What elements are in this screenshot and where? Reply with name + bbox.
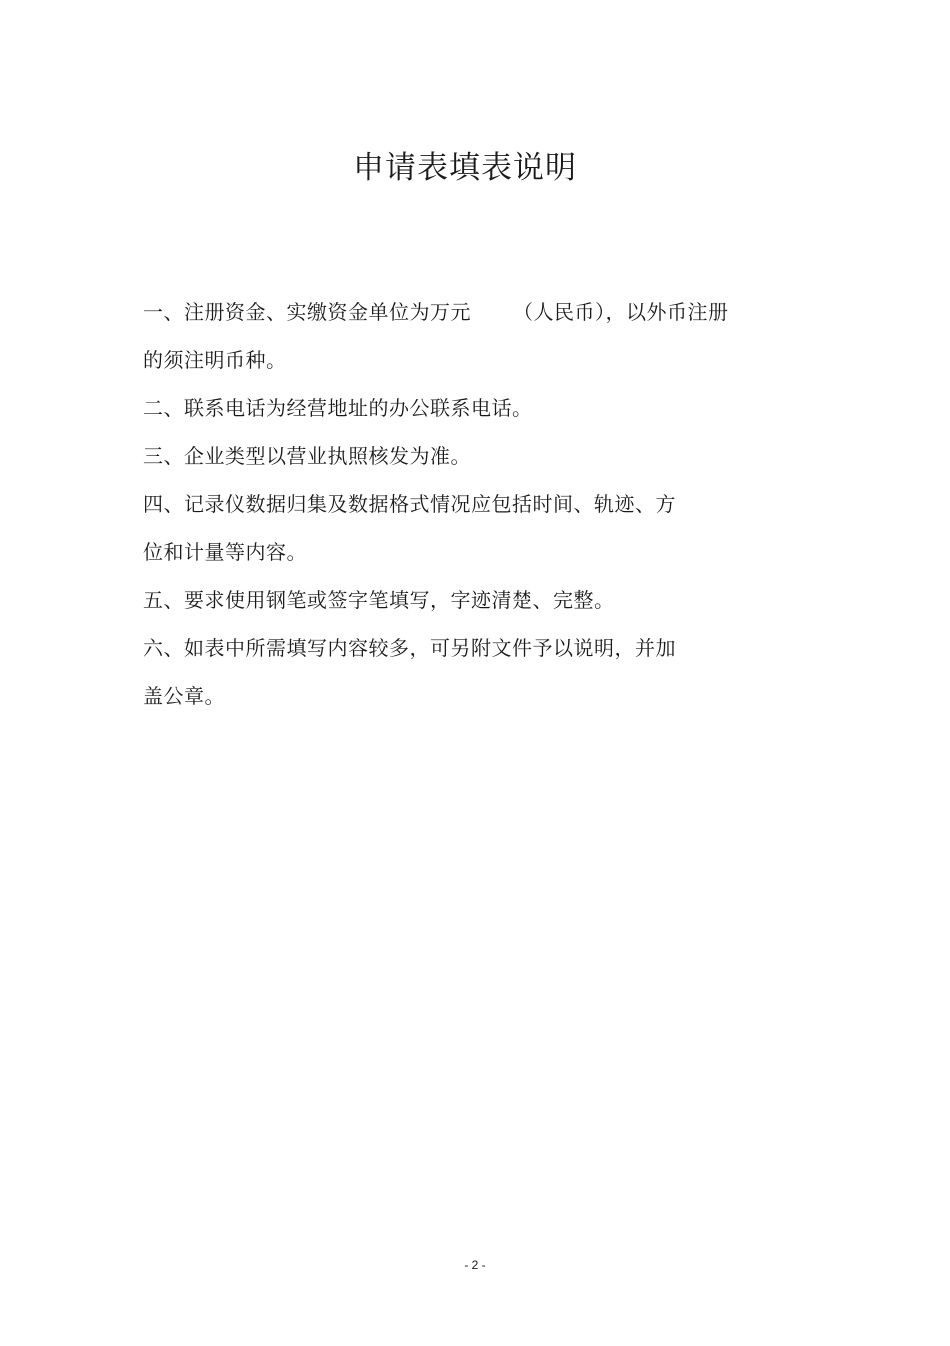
instruction-item-5 bbox=[143, 576, 803, 624]
page-title: 申请表填表说明 bbox=[353, 150, 577, 186]
instruction-item-3-line-1: 三、企业类型以营业执照核发为准。 bbox=[143, 444, 471, 468]
instruction-item-5-line-1: 五、要求使用钢笔或签字笔填写，字迹清楚、完整。 bbox=[143, 588, 615, 612]
instruction-item-6-line-1: 六、如表中所需填写内容较多，可另附文件予以说明，并加 bbox=[143, 636, 676, 660]
instruction-item-4-line-2: 位和计量等内容。 bbox=[143, 540, 307, 564]
instruction-item-6-line-2: 盖公章。 bbox=[143, 684, 225, 708]
instruction-item-1-line-1 bbox=[143, 288, 803, 336]
instruction-item-2 bbox=[143, 384, 803, 432]
instruction-item-1 bbox=[143, 288, 803, 384]
instruction-item-4 bbox=[143, 480, 803, 576]
instruction-item-1-line-2: 的须注明币种。 bbox=[143, 348, 287, 372]
instruction-item-3 bbox=[143, 432, 803, 480]
page-number: - 2 - bbox=[464, 1258, 486, 1272]
instruction-item-4-line-1: 四、记录仪数据归集及数据格式情况应包括时间、轨迹、方 bbox=[143, 492, 676, 516]
instruction-item-6 bbox=[143, 624, 803, 720]
instruction-item-1-text-a: 一、注册资金、实缴资金单位为万元 bbox=[143, 300, 471, 324]
instruction-item-2-line-1: 二、联系电话为经营地址的办公联系电话。 bbox=[143, 396, 533, 420]
instruction-item-1-text-b: （人民币），以外币注册 bbox=[513, 300, 729, 324]
